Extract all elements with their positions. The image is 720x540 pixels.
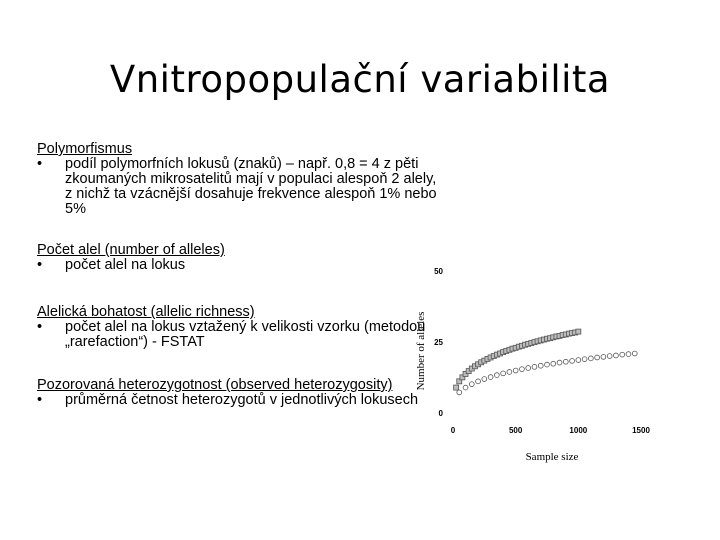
- data-point-circle: [538, 363, 543, 368]
- section-heading: Pozorovaná heterozygotnost (observed heterozygosity): [37, 377, 393, 393]
- bullet-item: [37, 393, 437, 408]
- bullet-dot: •: [37, 156, 43, 172]
- section-observed-heterozygosity: [37, 378, 437, 408]
- data-point-circle: [588, 356, 593, 361]
- section-polymorphism: [37, 142, 437, 217]
- x-tick-label: 0: [450, 426, 456, 435]
- bullet-item: [37, 258, 437, 273]
- data-point-circle: [607, 354, 612, 359]
- data-point-circle: [507, 370, 512, 375]
- x-axis-label: Sample size: [525, 451, 579, 463]
- section-heading: Počet alel (number of alleles): [37, 242, 225, 258]
- data-point-circle: [463, 385, 468, 390]
- y-tick-label: 50: [434, 267, 443, 276]
- data-point-circle: [520, 367, 525, 372]
- bullet-text: počet alel na lokus vztažený k velikosti vzorku (metodou „rarefaction“) - FSTAT: [65, 319, 426, 350]
- data-point-circle: [469, 382, 474, 387]
- y-tick-label: 0: [438, 409, 443, 418]
- data-point-circle: [545, 362, 550, 367]
- data-point-circle: [526, 366, 531, 371]
- data-point-circle: [513, 368, 518, 373]
- bullet-text: podíl polymorfních lokusů (znaků) – např. 0,8 = 4 z pěti zkoumaných mikrosatelitů mají v populaci alespoň 2 alely, z nichž ta vzácnější dosahuje frekvence alespoň 1% nebo 5%: [65, 156, 437, 217]
- section-heading: Polymorfismus: [37, 141, 133, 157]
- section-allelic-richness: [37, 305, 437, 350]
- data-point-circle: [457, 390, 462, 395]
- data-point-circle: [488, 375, 493, 380]
- data-point-circle: [563, 359, 568, 364]
- y-tick-label: 25: [434, 338, 443, 347]
- data-point-circle: [570, 358, 575, 363]
- bullet-item: [37, 157, 437, 217]
- bullet-dot: •: [37, 392, 43, 408]
- rarefaction-chart: [410, 255, 680, 470]
- bullet-item: [37, 320, 437, 350]
- x-tick-label: 500: [508, 426, 523, 435]
- data-point-circle: [501, 371, 506, 376]
- section-heading: Alelická bohatost (allelic richness): [37, 304, 255, 320]
- data-point-circle: [626, 352, 631, 357]
- bullet-text: počet alel na lokus: [65, 257, 186, 273]
- data-point-circle: [532, 364, 537, 369]
- y-axis-label: Number of alleles: [415, 311, 427, 391]
- data-point-circle: [476, 379, 481, 384]
- data-point-square: [576, 329, 581, 334]
- data-point-circle: [482, 377, 487, 382]
- data-point-circle: [576, 358, 581, 363]
- data-point-circle: [620, 352, 625, 357]
- bullet-dot: •: [37, 319, 43, 335]
- x-tick-label: 1000: [569, 426, 588, 435]
- data-point-square: [454, 385, 459, 390]
- data-point-circle: [551, 361, 556, 366]
- bullet-dot: •: [37, 257, 43, 273]
- data-point-circle: [582, 357, 587, 362]
- data-point-circle: [632, 351, 637, 356]
- x-tick-label: 1500: [632, 426, 650, 435]
- data-point-circle: [614, 353, 619, 358]
- slide-title: Vnitropopulační variabilita: [109, 58, 611, 101]
- data-point-circle: [557, 360, 562, 365]
- data-point-circle: [494, 373, 499, 378]
- bullet-text: průměrná četnost heterozygotů v jednotlivých lokusech: [65, 392, 419, 408]
- data-point-circle: [595, 355, 600, 360]
- section-number-of-alleles: [37, 243, 437, 273]
- data-point-circle: [601, 355, 606, 360]
